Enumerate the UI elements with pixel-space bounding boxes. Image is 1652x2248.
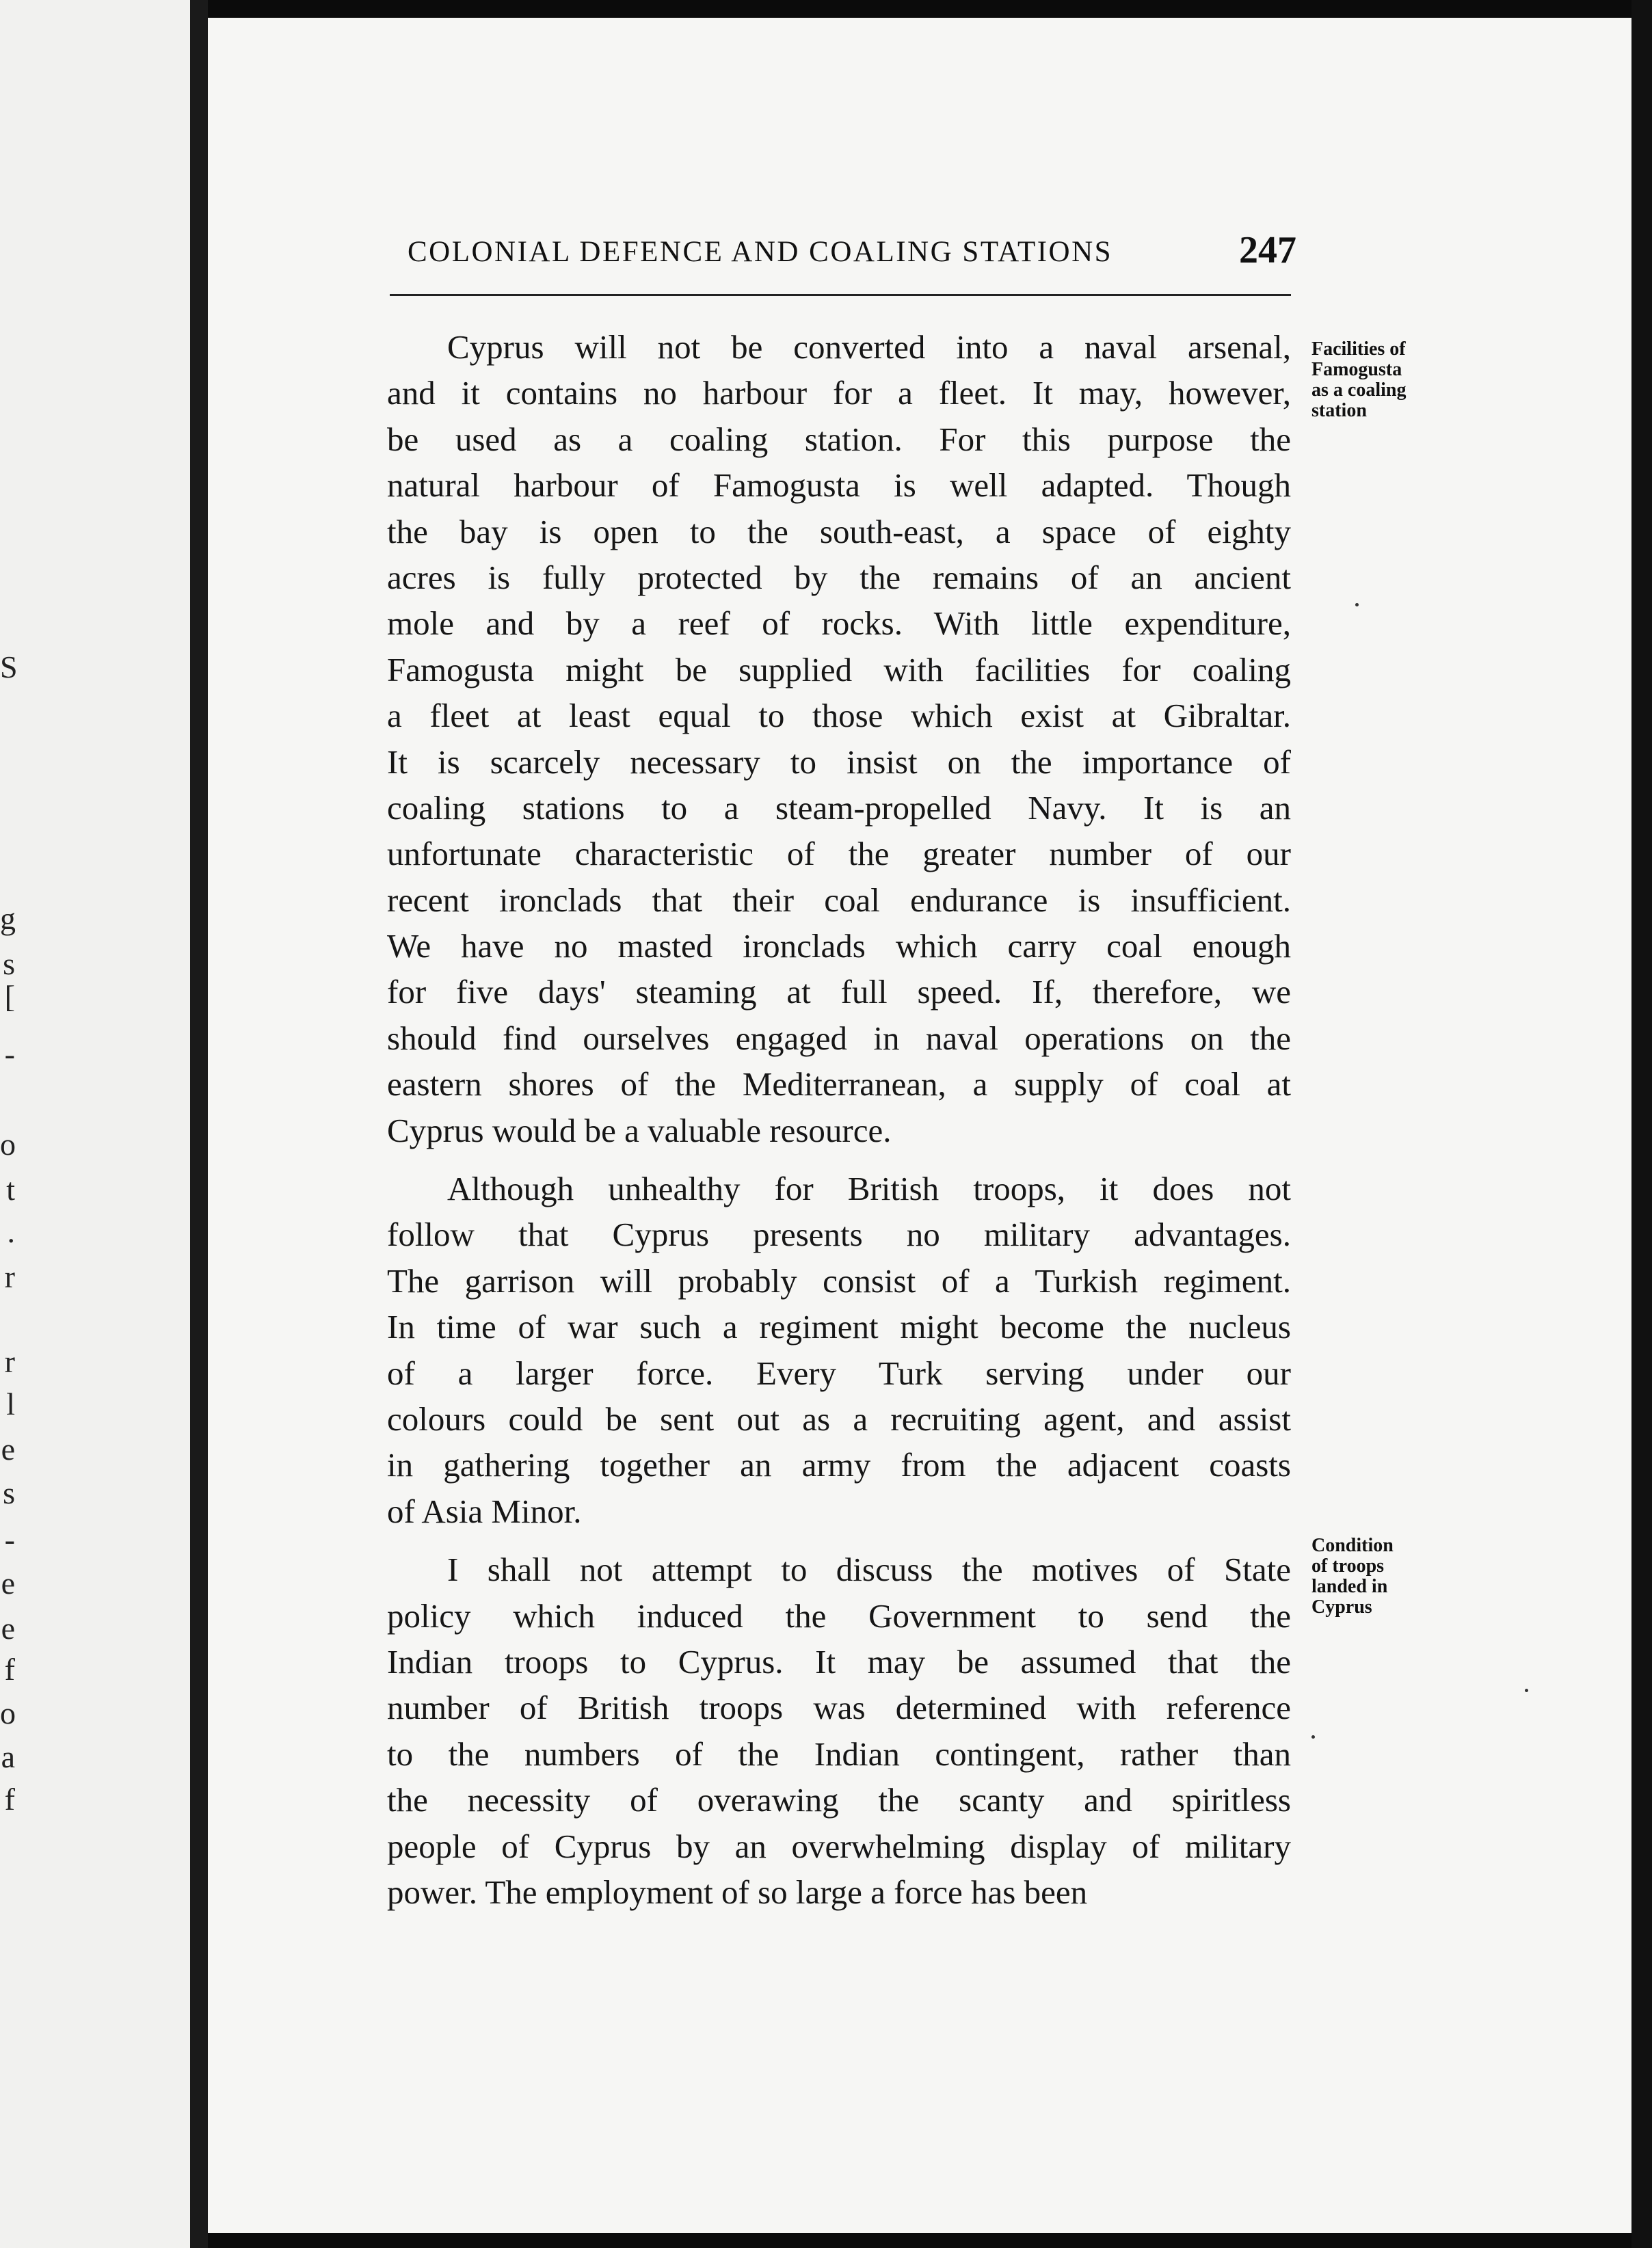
- margin-note-line: Condition: [1311, 1535, 1394, 1556]
- margin-note-line: station: [1311, 400, 1367, 421]
- text-line: We have no masted ironclads which carry coal enough: [387, 927, 1291, 965]
- text-line: a fleet at least equal to those which exist at Gibraltar.: [387, 697, 1291, 735]
- print-speck: [1311, 1735, 1315, 1739]
- facing-page-letter: a: [1, 1739, 15, 1774]
- text-line: of a larger force. Every Turk serving under our: [387, 1354, 1291, 1392]
- text-line: be used as a coaling station. For this purpose the: [387, 420, 1291, 458]
- facing-page-letter: s: [3, 1475, 15, 1510]
- facing-page-letter: .: [7, 1214, 15, 1249]
- margin-note-line: landed in: [1311, 1576, 1388, 1597]
- print-speck: [1525, 1689, 1528, 1692]
- facing-page-letter: e: [1, 1611, 15, 1646]
- paragraph: [387, 1166, 1291, 1534]
- text-line: Although unhealthy for British troops, it does not: [447, 1170, 1291, 1208]
- text-line: eastern shores of the Mediterranean, a supply of coal at: [387, 1065, 1291, 1103]
- book-gutter: [190, 0, 208, 2248]
- text-line: mole and by a reef of rocks. With little expenditure,: [387, 604, 1291, 643]
- facing-page-letter: [: [4, 979, 15, 1014]
- facing-page-letter: r: [4, 1344, 15, 1379]
- margin-note-line: Cyprus: [1311, 1596, 1372, 1618]
- text-line: power. The employment of so large a force has been: [387, 1873, 1088, 1911]
- text-line: coaling stations to a steam-propelled Navy. It is an: [387, 788, 1291, 827]
- text-line: the necessity of overawing the scanty and spiritless: [387, 1781, 1291, 1819]
- text-line: Cyprus will not be converted into a naval arsenal,: [447, 328, 1291, 366]
- facing-page-letter: g: [0, 901, 16, 936]
- text-line: natural harbour of Famogusta is well adapted. Though: [387, 466, 1291, 505]
- text-line: I shall not attempt to discuss the motives of State: [447, 1551, 1291, 1589]
- text-line: Cyprus would be a valuable resource.: [387, 1111, 892, 1149]
- text-line: unfortunate characteristic of the greater number of our: [387, 835, 1291, 873]
- right-page-edge: [1631, 0, 1652, 2248]
- body-text: [387, 324, 1291, 1915]
- margin-note-line: of troops: [1311, 1555, 1385, 1577]
- facing-page-letter: o: [0, 1696, 16, 1730]
- facing-page-letter: o: [0, 1127, 16, 1162]
- facing-page-edge: [0, 0, 190, 2248]
- header-rule: [390, 294, 1291, 296]
- text-line: acres is fully protected by the remains of an ancient: [387, 558, 1291, 596]
- page-number: 247: [1239, 229, 1296, 271]
- facing-page-letter: l: [6, 1387, 15, 1421]
- facing-page-letter: t: [6, 1172, 15, 1207]
- facing-page-letter: r: [4, 1259, 15, 1294]
- text-line: The garrison will probably consist of a Turkish regiment.: [387, 1261, 1291, 1300]
- text-line: in gathering together an army from the adjacent coasts: [387, 1446, 1291, 1484]
- text-line: to the numbers of the Indian contingent, rather than: [387, 1735, 1291, 1773]
- text-line: people of Cyprus by an overwhelming display of military: [387, 1827, 1291, 1865]
- facing-page-letter: e: [1, 1566, 15, 1601]
- running-head: [408, 228, 1296, 271]
- facing-page-letter: e: [1, 1432, 15, 1467]
- text-line: It is scarcely necessary to insist on the importance of: [387, 742, 1291, 781]
- text-line: for five days' steaming at full speed. If, therefore, we: [387, 973, 1291, 1011]
- running-head-title: COLONIAL DEFENCE AND COALING STATIONS: [408, 236, 1113, 268]
- margin-note-facilities: [1311, 339, 1448, 421]
- text-line: colours could be sent out as a recruiting agent, and assist: [387, 1400, 1291, 1438]
- text-line: should find ourselves engaged in naval operations on the: [387, 1019, 1291, 1057]
- margin-note-line: Famogusta: [1311, 359, 1402, 380]
- paragraph: [387, 1547, 1291, 1915]
- facing-page-letter: -: [4, 1522, 15, 1557]
- text-line: In time of war such a regiment might become the nucleus: [387, 1308, 1291, 1346]
- text-line: recent ironclads that their coal endurance is insufficient.: [387, 881, 1291, 919]
- text-line: of Asia Minor.: [387, 1492, 582, 1530]
- text-line: policy which induced the Government to send the: [387, 1596, 1291, 1635]
- text-line: the bay is open to the south-east, a space of eighty: [387, 512, 1291, 550]
- facing-page-letter: s: [3, 946, 15, 981]
- margin-note-condition: [1311, 1536, 1448, 1618]
- text-line: Indian troops to Cyprus. It may be assumed that the: [387, 1642, 1291, 1681]
- text-line: number of British troops was determined with reference: [387, 1689, 1291, 1727]
- text-line: and it contains no harbour for a fleet. It may, however,: [387, 374, 1291, 412]
- margin-note-line: as a coaling: [1311, 379, 1407, 401]
- facing-page-letter: f: [4, 1652, 15, 1687]
- text-line: follow that Cyprus presents no military advantages.: [387, 1216, 1291, 1254]
- text-line: Famogusta might be supplied with facilities for coaling: [387, 650, 1291, 688]
- print-speck: [1355, 603, 1359, 606]
- facing-page-letter: -: [4, 1036, 15, 1071]
- margin-note-line: Facilities of: [1311, 338, 1406, 360]
- paragraph: [387, 324, 1291, 1153]
- facing-page-letter: S: [0, 650, 18, 684]
- facing-page-letter: f: [4, 1782, 15, 1817]
